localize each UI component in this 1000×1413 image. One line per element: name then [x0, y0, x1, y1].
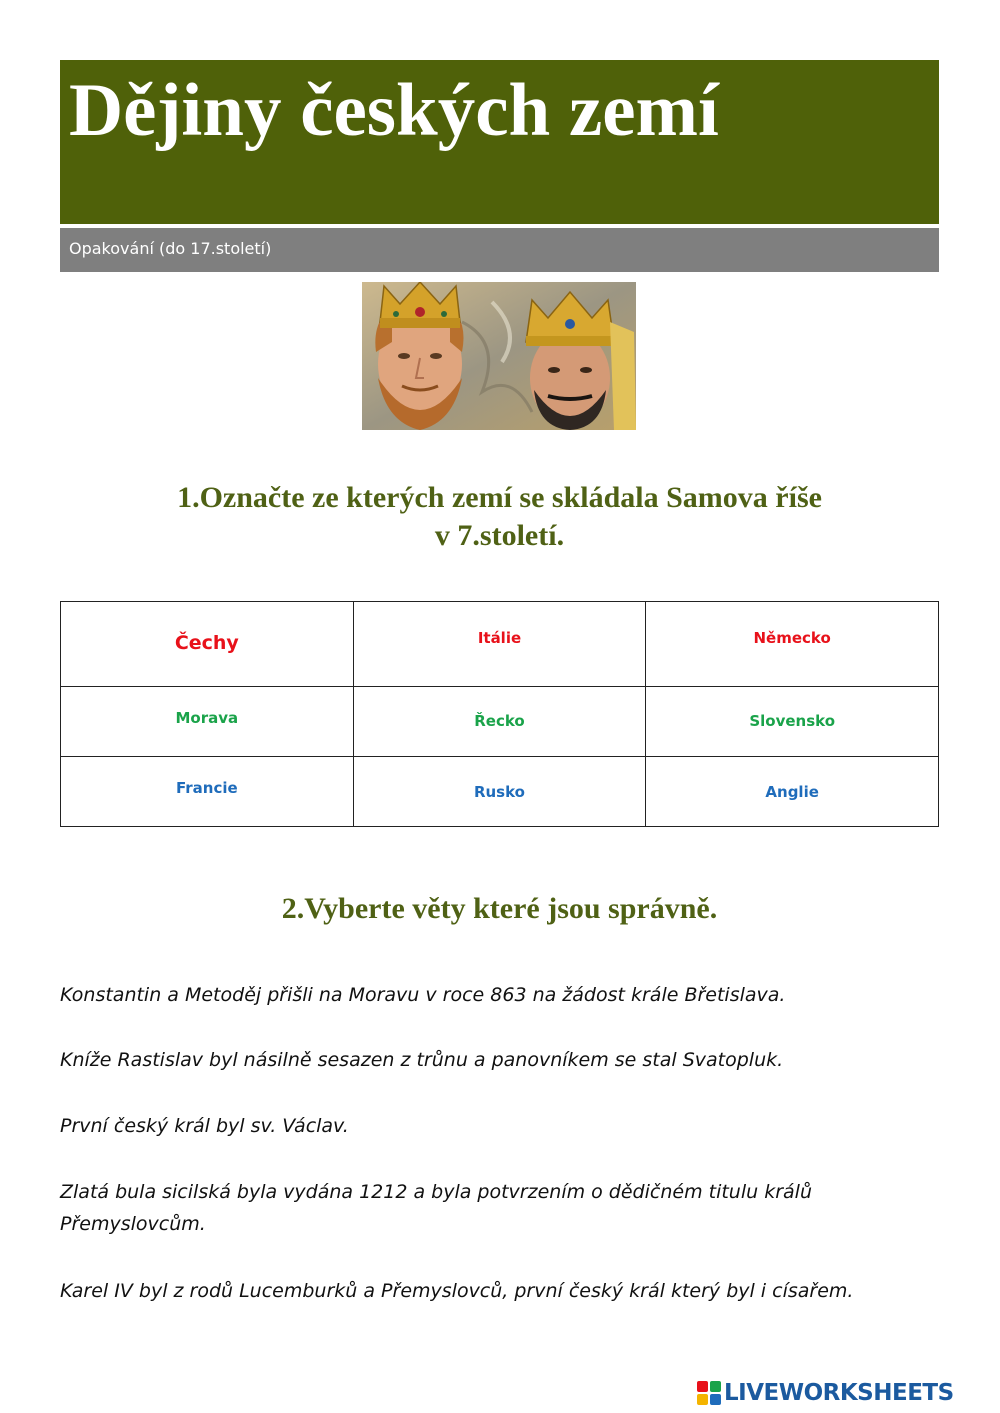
table-row: [61, 757, 939, 827]
sentence-option-3[interactable]: První český král byl sv. Václav.: [60, 1115, 349, 1137]
option-label: Slovensko: [749, 712, 835, 730]
sentence-option-5[interactable]: Karel IV byl z rodů Lucemburků a Přemyslovců, první český král který byl i císařem.: [60, 1280, 854, 1302]
table-row: [61, 687, 939, 757]
country-options-table: [60, 601, 939, 827]
sentence-option-4[interactable]: Zlatá bula sicilská byla vydána 1212 a byla potvrzením o dědičném titulu králů Přemyslovcům.: [60, 1181, 812, 1235]
kings-portrait-image: [362, 282, 636, 430]
question-1-heading: [60, 479, 939, 555]
option-cell-slovensko[interactable]: [646, 687, 939, 757]
liveworksheets-watermark: [697, 1378, 954, 1408]
subtitle-banner: [60, 228, 939, 272]
option-cell-cechy[interactable]: [61, 602, 354, 687]
option-label: Řecko: [474, 712, 525, 730]
page-subtitle: Opakování (do 17.století): [69, 239, 272, 258]
question-1-line-1: 1.Označte ze kterých zemí se skládala Samova říše: [177, 481, 822, 514]
option-cell-rusko[interactable]: [353, 757, 646, 827]
option-label: Anglie: [765, 783, 819, 801]
title-banner: [60, 60, 939, 224]
question-1-line-2: v 7.století.: [434, 519, 565, 552]
option-cell-italie[interactable]: [353, 602, 646, 687]
option-label: Itálie: [477, 629, 522, 647]
sentence-option-2[interactable]: Kníže Rastislav byl násilně sesazen z trůnu a panovníkem se stal Svatopluk.: [60, 1049, 784, 1071]
table-row: [61, 602, 939, 687]
page-title: Dějiny českých zemí: [69, 69, 719, 152]
question-2-heading: 2.Vyberte věty které jsou správně.: [281, 892, 718, 925]
sentence-option-1[interactable]: Konstantin a Metoděj přišli na Moravu v roce 863 na žádost krále Břetislava.: [60, 984, 786, 1006]
option-label: Francie: [175, 779, 238, 797]
option-cell-francie[interactable]: [61, 757, 354, 827]
watermark-text: LIVEWORKSHEETS: [724, 1380, 954, 1406]
option-cell-nemecko[interactable]: [646, 602, 939, 687]
option-label: Čechy: [174, 632, 239, 654]
option-label: Morava: [175, 709, 239, 727]
option-cell-anglie[interactable]: [646, 757, 939, 827]
option-label: Německo: [753, 629, 831, 647]
option-cell-morava[interactable]: [61, 687, 354, 757]
option-label: Rusko: [473, 783, 525, 801]
liveworksheets-logo-icon: [697, 1381, 721, 1405]
option-cell-recko[interactable]: [353, 687, 646, 757]
